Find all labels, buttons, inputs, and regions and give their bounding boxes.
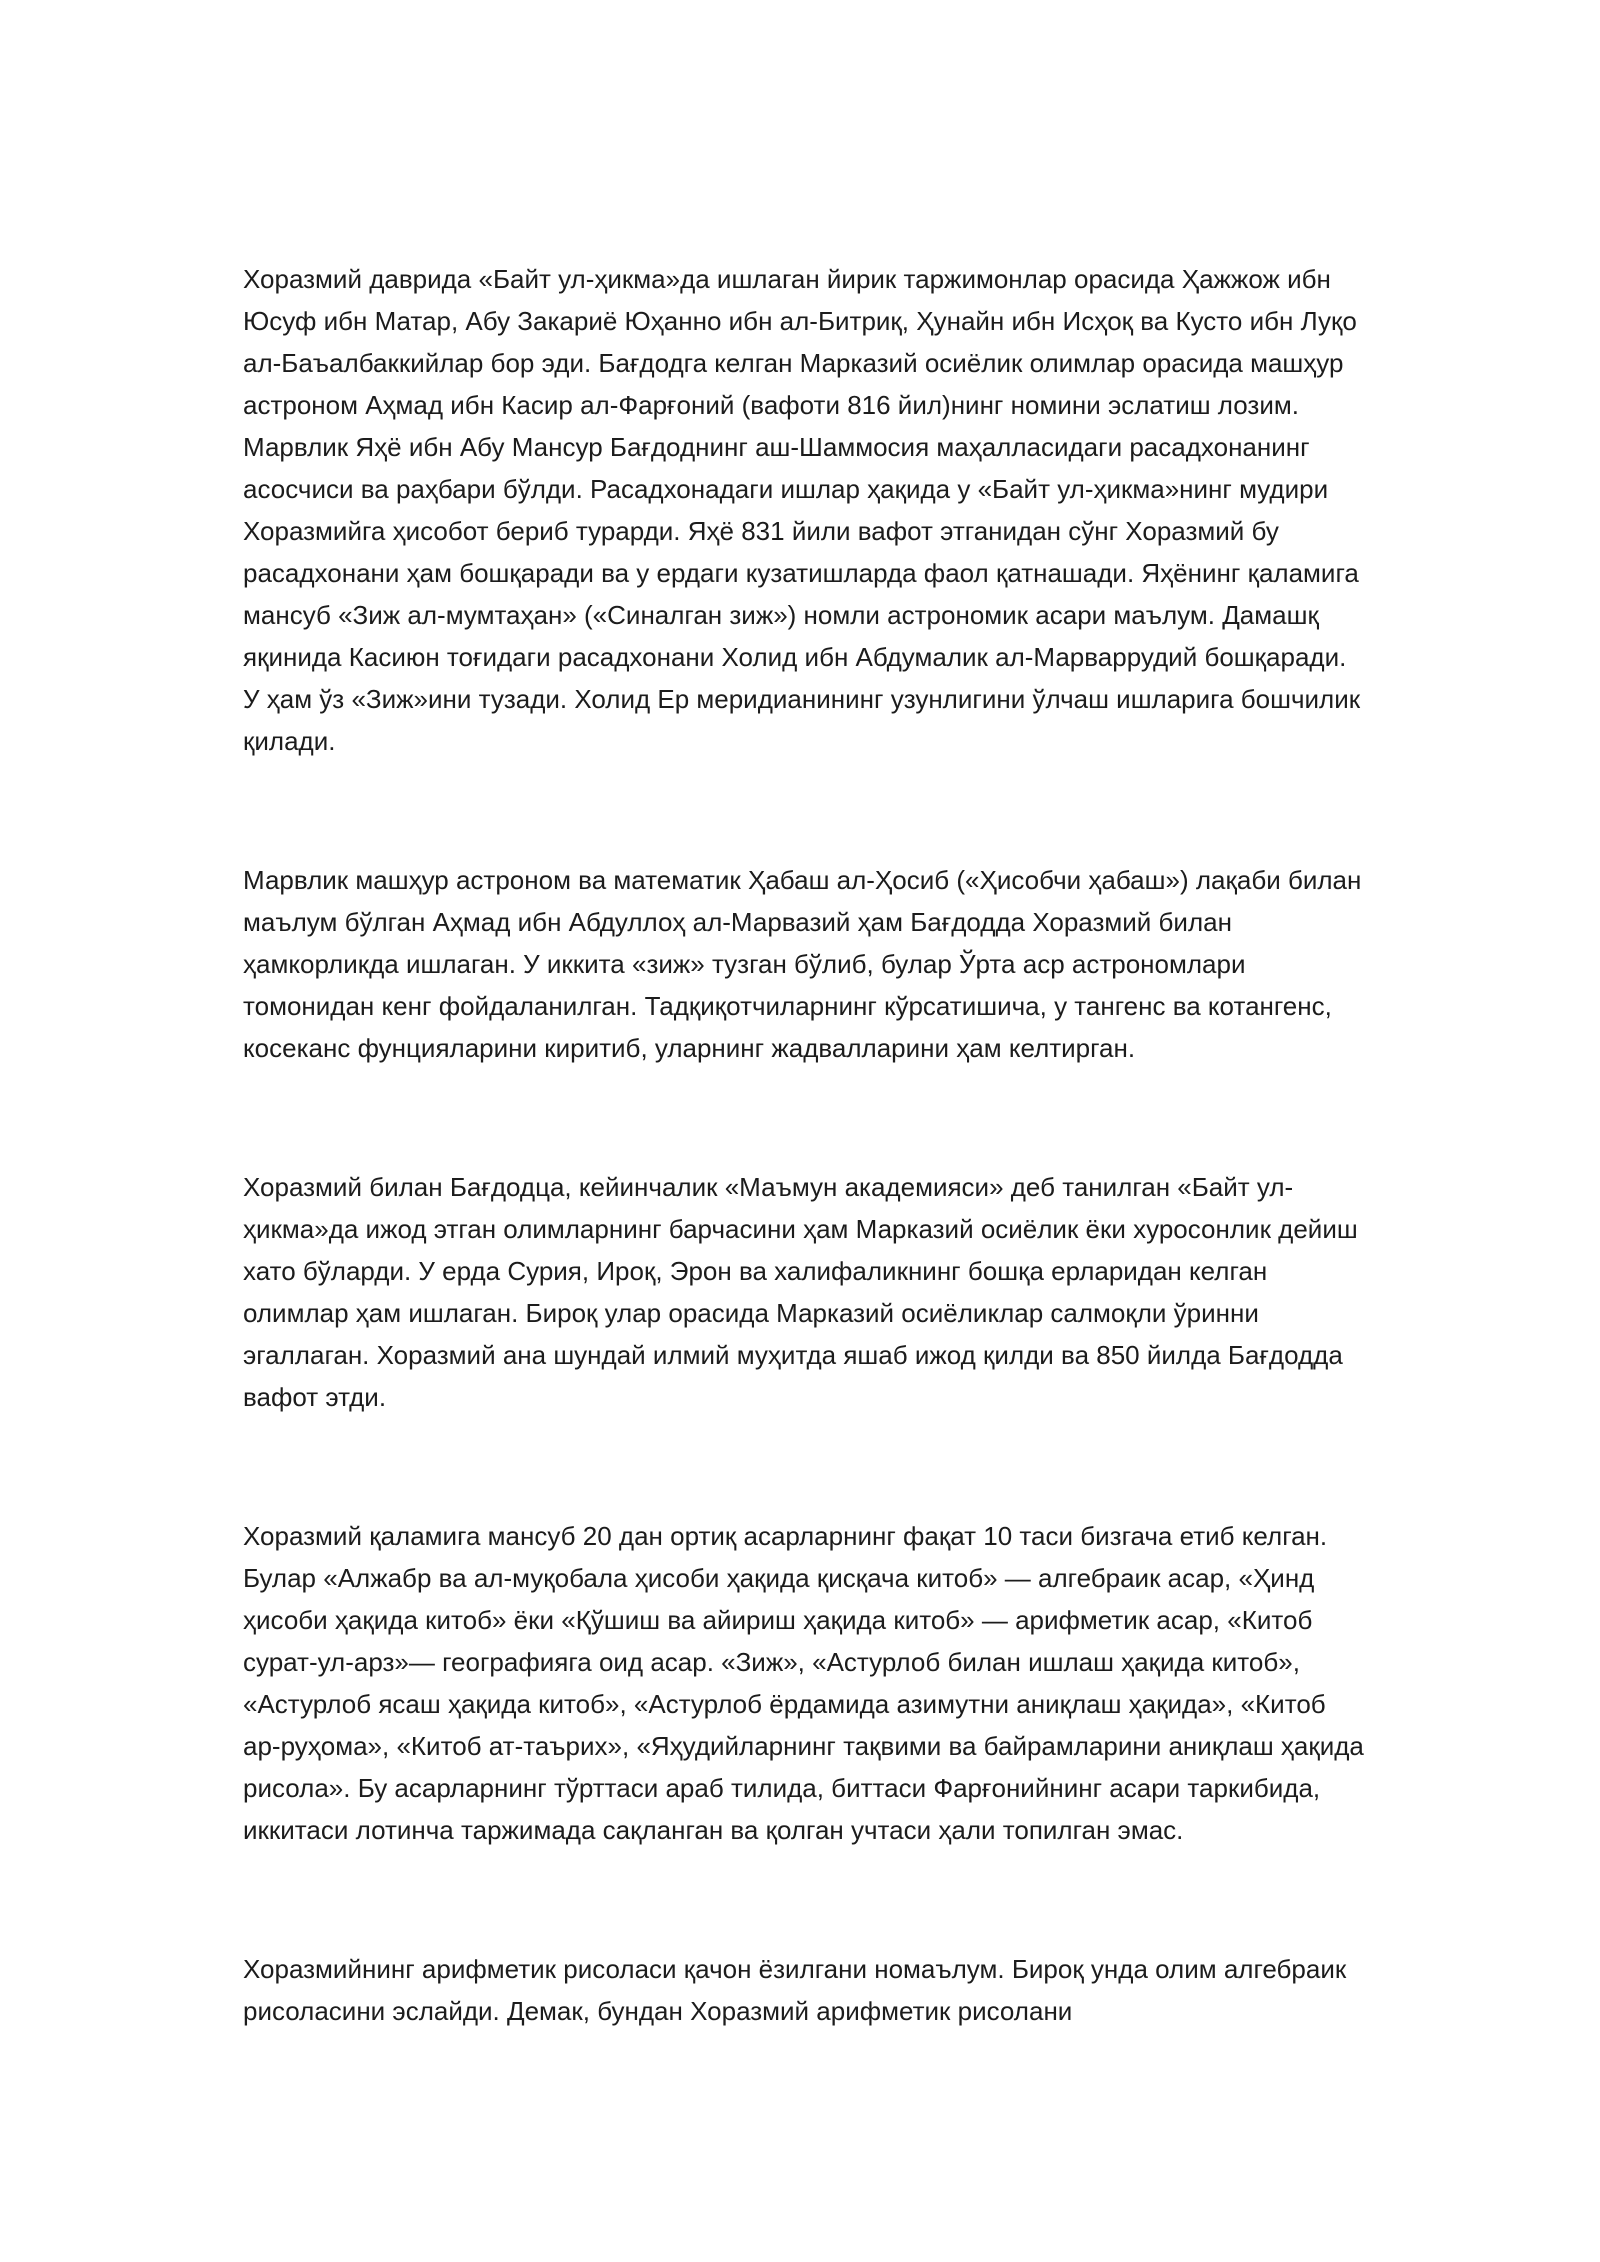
paragraph-bayt-ul-hikma: Хоразмий билан Бағдодца, кейинчалик «Маъмун академияси» деб танилган «Байт ул-ҳикма»да ижод этган олимларнинг барчасини ҳам Марказий осиёлик ёки хуросонлик дейиш хато бўларди. У ерда Сурия, Ироқ, Эрон ва халифаликнинг бошқа ерларидан келган олимлар ҳам ишлаган. Бироқ улар орасида Марказий осиёликлар салмоқли ўринни эгаллаган. Хоразмий ана шундай илмий муҳитда яшаб ижод қилди ва 850 йилда Бағдодда вафот этди. — [243, 1172, 1358, 1412]
document-body — [243, 258, 1368, 2032]
paragraph-scholars: Хоразмий даврида «Байт ул-ҳикма»да ишлаган йирик таржимонлар орасида Ҳажжож ибн Юсуф ибн Матар, Абу Закариё Юҳанно ибн ал-Битриқ, Ҳунайн ибн Исҳоқ ва Кусто ибн Луқо ал-Баъалбаккийлар бор эди. Бағдодга келган Марказий осиёлик олимлар орасида машҳур астроном Аҳмад ибн Касир ал-Фарғоний (вафоти 816 йил)нинг номини эслатиш лозим. Марвлик Яҳё ибн Абу Мансур Бағдоднинг аш-Шаммосия маҳалласидаги расадхонанинг асосчиси ва раҳбари бўлди. Расадхонадаги ишлар ҳақида у «Байт ул-ҳикма»нинг мудири Хоразмийга ҳисобот бериб турарди. Яҳё 831 йили вафот этганидан сўнг Хоразмий бу расадхонани ҳам бошқаради ва у ердаги кузатишларда фаол қатнашади. Яҳёнинг қаламига мансуб «Зиж ал-мумтаҳан» («Синалган зиж») номли астрономик асари маълум. Дамашқ яқинида Касиюн тоғидаги расадхонани Холид ибн Абдумалик ал-Марваррудий бошқаради. У ҳам ўз «Зиж»ини тузади. Холид Ер меридианининг узунлигини ўлчаш ишларига бошчилик қилади. — [243, 264, 1361, 756]
paragraph-works: Хоразмий қаламига мансуб 20 дан ортиқ асарларнинг фақат 10 таси бизгача етиб келган. Булар «Алжабр ва ал-муқобала ҳисоби ҳақида қисқача китоб» — алгебраик асар, «Ҳинд ҳисоби ҳақида китоб» ёки «Қўшиш ва айириш ҳақида китоб» — арифметик асар, «Китоб сурат-ул-арз»— географияга оид асар. «Зиж», «Астурлоб билан ишлаш ҳақида китоб», «Астурлоб ясаш ҳақида китоб», «Астурлоб ёрдамида азимутни аниқлаш ҳақида», «Китоб ар-руҳома», «Китоб ат-таърих», «Яҳудийларнинг тақвими ва байрамларини аниқлаш ҳақида рисола». Бу асарларнинг тўрттаси араб тилида, биттаси Фарғонийнинг асари таркибида, иккитаси лотинча таржимада сақланган ва қолган учтаси ҳали топилган эмас. — [243, 1521, 1364, 1845]
paragraph-habash: Марвлик машҳур астроном ва математик Ҳабаш ал-Ҳосиб («Ҳисобчи ҳабаш») лақаби билан маълум бўлган Аҳмад ибн Абдуллоҳ ал-Марвазий ҳам Бағдодда Хоразмий билан ҳамкорликда ишлаган. У иккита «зиж» тузган бўлиб, булар Ўрта аср астрономлари томонидан кенг фойдаланилган. Тадқиқотчиларнинг кўрсатишича, у тангенс ва котангенс, косеканс фунцияларини киритиб, уларнинг жадвалларини ҳам келтирган. — [243, 865, 1362, 1063]
paragraph-arithmetic: Хоразмийнинг арифметик рисоласи қачон ёзилгани номаълум. Бироқ унда олим алгебраик рисоласини эслайди. Демак, бундан Хоразмий арифметик рисолани — [243, 1954, 1347, 2026]
